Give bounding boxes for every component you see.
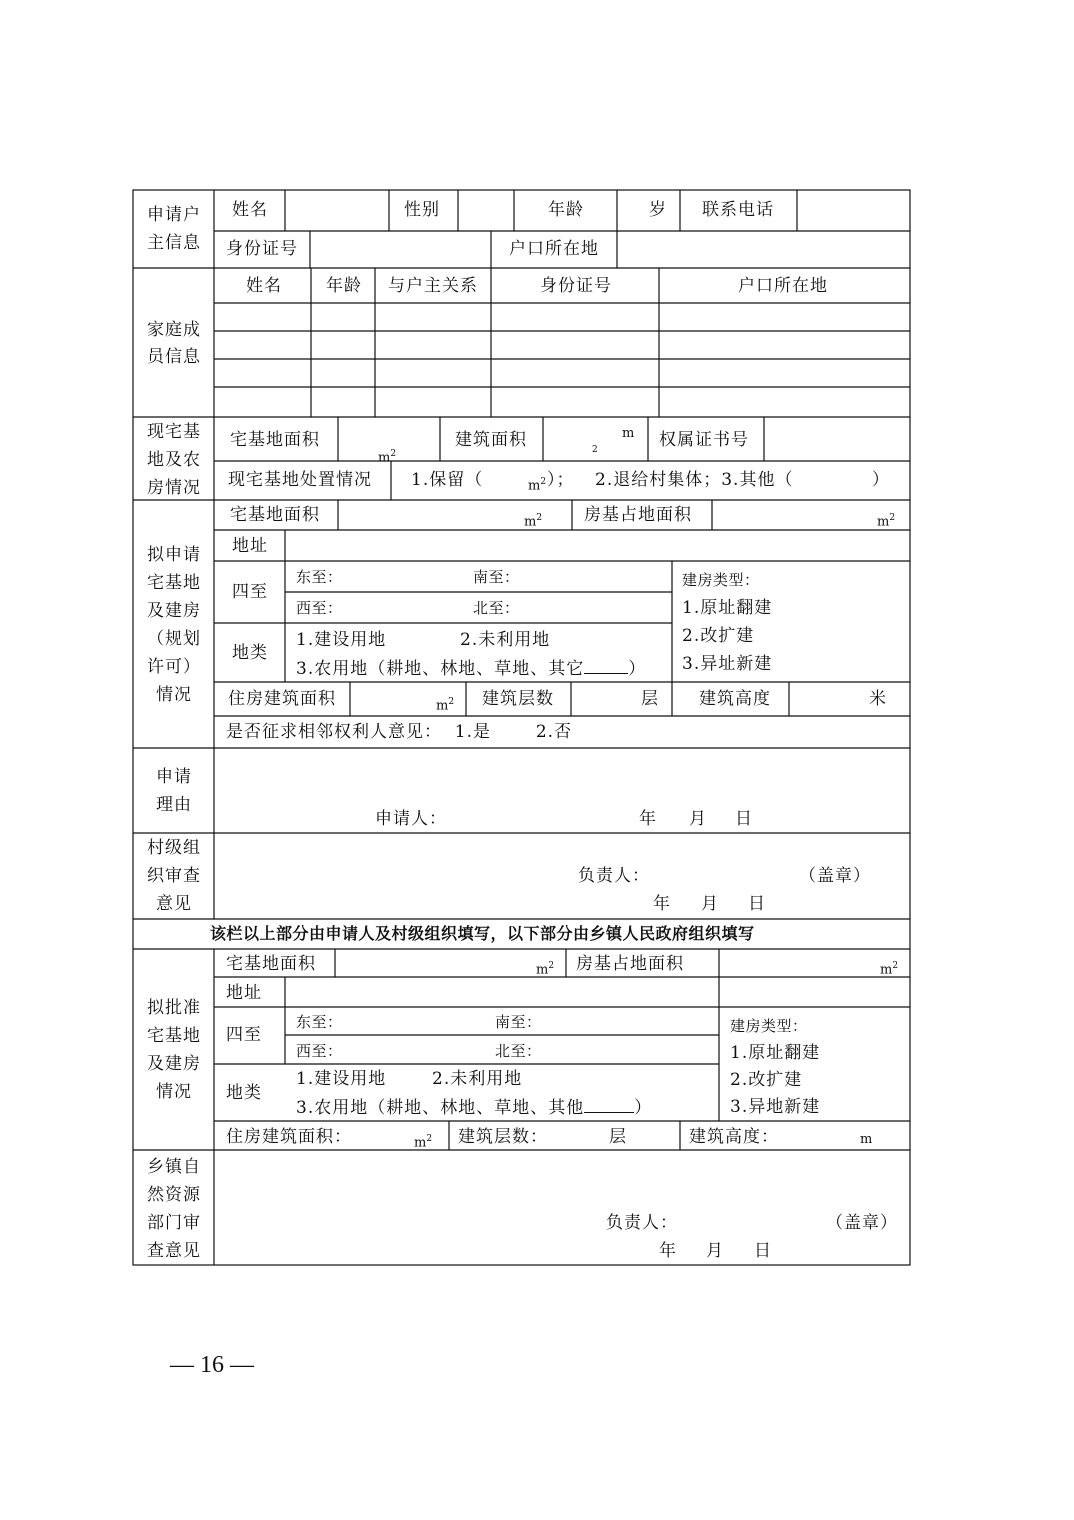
proposed-type-3: 3.异址新建 bbox=[682, 654, 773, 674]
proposed-house-area-label: 住房建筑面积 bbox=[228, 689, 336, 709]
page-number: — 16 — bbox=[170, 1352, 254, 1378]
reason-day: 日 bbox=[735, 809, 753, 829]
approved-land-2: 2.未利用地 bbox=[432, 1069, 523, 1089]
approved-land-3: 3.农用地（耕地、林地、草地、其他 ） bbox=[296, 1098, 653, 1118]
township-day: 日 bbox=[754, 1241, 772, 1261]
family-label-2: 员信息 bbox=[147, 347, 201, 367]
proposed-floors-unit: 层 bbox=[641, 689, 659, 709]
applicant-label-2: 主信息 bbox=[147, 233, 201, 253]
township-year: 年 bbox=[659, 1241, 677, 1261]
proposed-west: 西至： bbox=[296, 599, 343, 617]
current-label-3: 房情况 bbox=[147, 478, 201, 498]
disposal-keep-unit: $m^2$ bbox=[528, 477, 547, 494]
proposed-height-unit: 米 bbox=[869, 689, 887, 709]
approved-footprint-label: 房基占地面积 bbox=[576, 954, 684, 974]
approved-homestead-label: 宅基地面积 bbox=[226, 954, 316, 974]
proposed-land-1: 1.建设用地 bbox=[296, 630, 387, 650]
approved-east: 东至： bbox=[296, 1013, 343, 1031]
divider-note: 该栏以上部分由申请人及村级组织填写，以下部分由乡镇人民政府组织填写 bbox=[210, 924, 755, 943]
village-label-3: 意见 bbox=[156, 894, 192, 914]
approved-label-3: 及建房 bbox=[147, 1054, 201, 1074]
proposed-land-3: 3.农用地（耕地、林地、草地、其它 ） bbox=[296, 659, 647, 679]
approved-west: 西至： bbox=[296, 1042, 343, 1060]
approved-label-2: 宅基地 bbox=[147, 1026, 201, 1046]
proposed-label-2: 宅基地 bbox=[147, 573, 201, 593]
current-area-unit: $m^2$ bbox=[378, 449, 397, 466]
approved-homestead-unit: $m^2$ bbox=[536, 961, 555, 978]
current-label-2: 地及农 bbox=[147, 450, 201, 470]
current-building-unit: m bbox=[622, 426, 635, 441]
gender-label: 性别 bbox=[404, 200, 440, 220]
reason-label-1: 申请 bbox=[156, 767, 192, 787]
proposed-homestead-label: 宅基地面积 bbox=[230, 505, 320, 525]
current-building-area-label: 建筑面积 bbox=[455, 430, 527, 450]
approved-build-type: 建房类型： bbox=[730, 1017, 808, 1035]
reason-month: 月 bbox=[689, 809, 707, 829]
proposed-build-type: 建房类型： bbox=[682, 571, 760, 589]
approved-address-label: 地址 bbox=[226, 983, 262, 1003]
village-label-2: 织审查 bbox=[147, 866, 201, 886]
age-label: 年龄 bbox=[548, 200, 584, 220]
neighbor-opinion: 是否征求相邻权利人意见： 1.是 2.否 bbox=[226, 722, 573, 742]
hukou-label: 户口所在地 bbox=[509, 239, 599, 259]
proposed-land-2: 2.未利用地 bbox=[460, 630, 551, 650]
applicant-label-1: 申请户 bbox=[147, 205, 201, 225]
approved-floors-unit: 层 bbox=[609, 1127, 627, 1147]
reason-label-2: 理由 bbox=[156, 795, 192, 815]
current-label-1: 现宅基 bbox=[147, 422, 201, 442]
village-person: 负责人： bbox=[578, 866, 650, 886]
approved-land-label: 地类 bbox=[226, 1083, 262, 1103]
family-header-id: 身份证号 bbox=[540, 276, 612, 296]
approved-type-3: 3.异地新建 bbox=[730, 1097, 821, 1117]
approved-label-4: 情况 bbox=[156, 1082, 192, 1102]
proposed-boundaries-label: 四至 bbox=[232, 582, 268, 602]
family-label-1: 家庭成 bbox=[147, 320, 201, 340]
id-label: 身份证号 bbox=[226, 239, 298, 259]
township-label-4: 查意见 bbox=[147, 1241, 201, 1261]
village-year: 年 bbox=[653, 894, 671, 914]
approved-house-area-unit: $m^2$ bbox=[414, 1134, 433, 1151]
proposed-label-5: 许可） bbox=[147, 657, 201, 677]
approved-north: 北至： bbox=[495, 1042, 542, 1060]
approved-type-2: 2.改扩建 bbox=[730, 1070, 803, 1090]
disposal-return: 2.退给村集体；3.其他（ bbox=[595, 470, 794, 490]
disposal-keep: 1.保留（ bbox=[411, 470, 484, 490]
township-person: 负责人： bbox=[606, 1213, 678, 1233]
township-label-1: 乡镇自 bbox=[147, 1157, 201, 1177]
cert-no-label: 权属证书号 bbox=[659, 430, 749, 450]
family-header-relation: 与户主关系 bbox=[388, 276, 478, 296]
proposed-south: 南至： bbox=[473, 568, 520, 586]
proposed-land-label: 地类 bbox=[232, 643, 268, 663]
reason-year: 年 bbox=[639, 809, 657, 829]
approved-label-1: 拟批准 bbox=[147, 998, 201, 1018]
approved-height-unit: m bbox=[860, 1132, 873, 1147]
proposed-house-area-unit: $m^2$ bbox=[436, 697, 455, 714]
approved-land-1: 1.建设用地 bbox=[296, 1069, 387, 1089]
approved-height-label: 建筑高度： bbox=[689, 1127, 779, 1147]
township-seal: （盖章） bbox=[826, 1213, 898, 1233]
name-label: 姓名 bbox=[232, 200, 268, 220]
village-label-1: 村级组 bbox=[147, 838, 201, 858]
disposal-keep-end: ）； bbox=[547, 470, 575, 490]
proposed-label-1: 拟申请 bbox=[147, 545, 201, 565]
proposed-footprint-unit: $m^2$ bbox=[877, 513, 896, 530]
disposal-other-end: ） bbox=[872, 470, 890, 490]
village-day: 日 bbox=[748, 894, 766, 914]
age-unit: 岁 bbox=[649, 200, 667, 220]
family-header-hukou: 户口所在地 bbox=[738, 276, 828, 296]
current-building-sup: 2 bbox=[592, 445, 598, 455]
proposed-label-4: （规划 bbox=[147, 629, 201, 649]
reason-applicant: 申请人： bbox=[375, 809, 447, 829]
proposed-homestead-unit: $m^2$ bbox=[524, 513, 543, 530]
disposal-label: 现宅基地处置情况 bbox=[228, 470, 372, 490]
approved-south: 南至： bbox=[495, 1013, 542, 1031]
phone-label: 联系电话 bbox=[702, 200, 774, 220]
family-header-age: 年龄 bbox=[326, 276, 362, 296]
current-homestead-area-label: 宅基地面积 bbox=[230, 430, 320, 450]
village-month: 月 bbox=[701, 894, 719, 914]
proposed-east: 东至： bbox=[296, 568, 343, 586]
proposed-address-label: 地址 bbox=[232, 536, 268, 556]
proposed-height-label: 建筑高度 bbox=[699, 689, 771, 709]
approved-boundaries-label: 四至 bbox=[226, 1025, 262, 1045]
approved-floors-label: 建筑层数： bbox=[458, 1127, 548, 1147]
proposed-footprint-label: 房基占地面积 bbox=[584, 505, 692, 525]
proposed-label-6: 情况 bbox=[156, 685, 192, 705]
township-label-3: 部门审 bbox=[147, 1213, 201, 1233]
family-header-name: 姓名 bbox=[246, 276, 282, 296]
proposed-floors-label: 建筑层数 bbox=[482, 689, 554, 709]
village-seal: （盖章） bbox=[799, 866, 871, 886]
approved-house-area-label: 住房建筑面积： bbox=[226, 1127, 352, 1147]
proposed-north: 北至： bbox=[473, 599, 520, 617]
proposed-label-3: 及建房 bbox=[147, 601, 201, 621]
township-label-2: 然资源 bbox=[147, 1185, 201, 1205]
proposed-type-2: 2.改扩建 bbox=[682, 626, 755, 646]
proposed-type-1: 1.原址翻建 bbox=[682, 598, 773, 618]
approved-footprint-unit: $m^2$ bbox=[880, 961, 899, 978]
approved-type-1: 1.原址翻建 bbox=[730, 1043, 821, 1063]
township-month: 月 bbox=[706, 1241, 724, 1261]
